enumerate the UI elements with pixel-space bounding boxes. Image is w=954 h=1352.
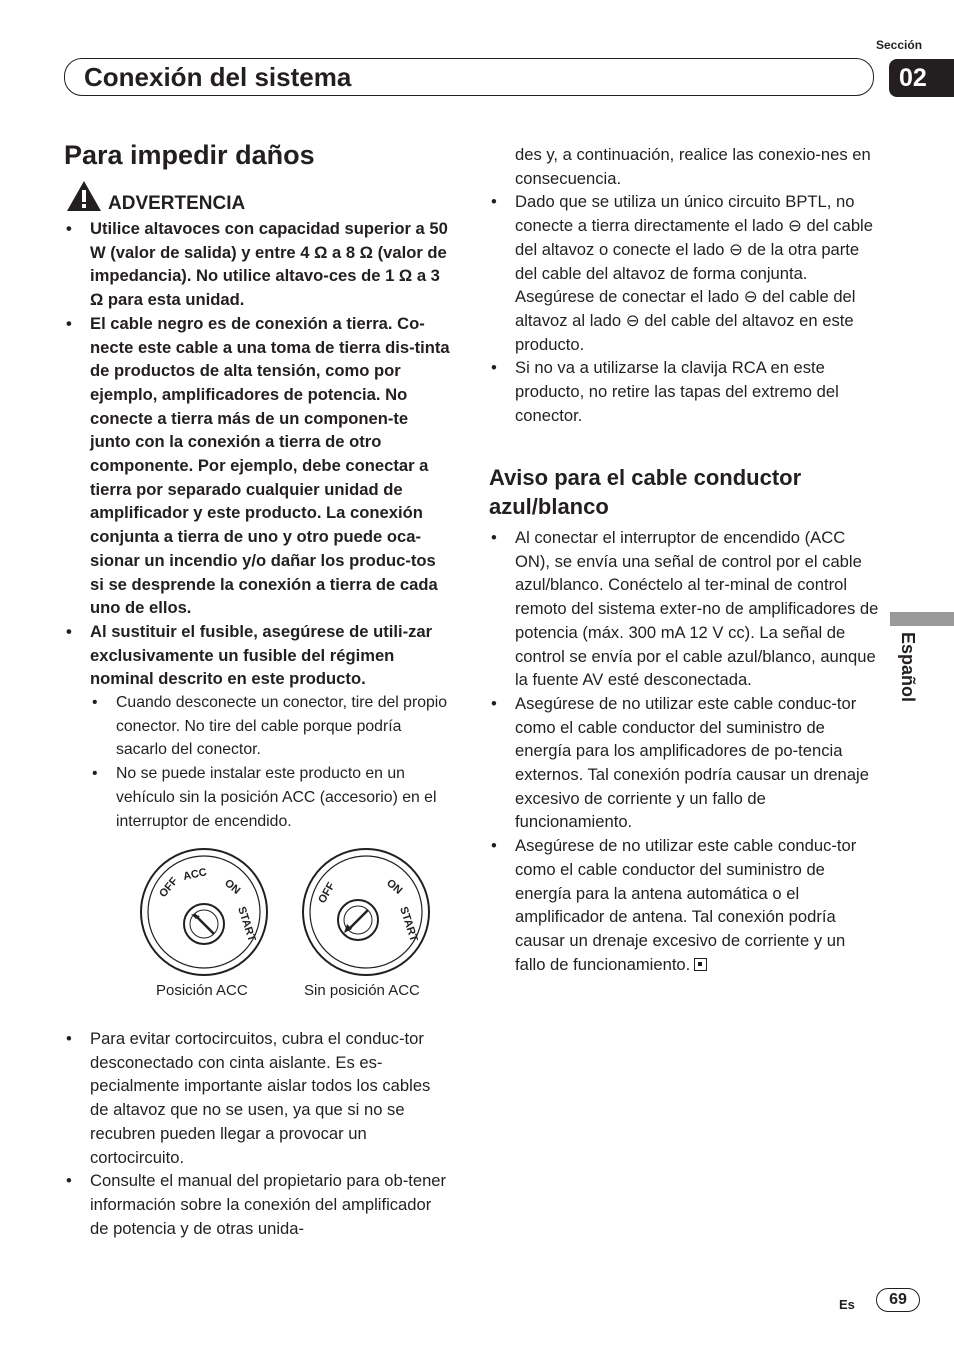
warning-icon [66,180,102,212]
language-label: Español [898,632,918,703]
dial1-off-label: OFF [157,875,181,900]
section-number-badge: 02 [889,59,954,97]
language-tab [890,612,954,626]
dial1-acc-label: ACC [182,866,208,883]
dial2-on-label: ON [384,877,405,897]
dial1-caption: Posición ACC [156,982,248,999]
dial1-start-label: START [235,905,258,944]
ignition-dial-acc [138,846,270,978]
list-item: • Asegúrese de no utilizar este cable conduc-tor como el cable conductor del suministro de energía para los amplificadores de po-tencia externos. Tal conexión podría causar un drenaje excesivo de corriente y un fallo de funcionamiento. [515,692,880,834]
list-item [515,834,880,976]
right-list [515,526,880,976]
list-item: • Al conectar el interruptor de encendido (ACC ON), se envía una señal de control por el cable azul/blanco. Conéctelo al ter-minal de control remoto del sistema exter-no de amplificadores de potencia (máx. 300 mA 12 V cc). La señal de control se envía por el cable azul/blanco, aunque la fuente AV esté desconectada. [515,526,880,692]
page-title: Conexión del sistema [84,62,352,92]
warning-title: ADVERTENCIA [108,193,246,214]
section-label: Sección [876,38,923,52]
page-number: 69 [876,1288,920,1312]
dial1-on-label: ON [222,877,243,897]
subsection-heading: Aviso para el cable conductor azul/blanco [489,465,802,519]
section-heading: Para impedir daños [64,140,315,170]
right-top-block [515,143,880,427]
list-item: • Para evitar cortocircuitos, cubra el conduc-tor desconectado con cinta aislante. Es es-pecialmente importante aislar todos los cables de altavoz que no se usen, ya que si no se recubren pueden llegar a provocar un cortocircuito. [90,1027,452,1169]
list-item-text: Asegúrese de no utilizar este cable conduc-tor como el cable conductor del suministro de energía para la antena automática o el amplificador de antena. Tal conexión podría causar un drenaje excesivo de corriente y un fallo de funcionamiento. [515,836,857,974]
list-item: • Dado que se utiliza un único circuito BPTL, no conecte a tierra directamente el lado ⊖ del cable del altavoz o conecte el lado ⊖ de la otra parte del cable del altavoz de forma conjunta. Asegúrese de conectar el lado ⊖ del cable del altavoz al lado ⊖ del cable del altavoz en este producto. [515,190,880,356]
list-item: • Consulte el manual del propietario para ob-tener información sobre la conexión del amplificador de potencia y de otras unida- [90,1169,452,1240]
end-mark-icon [694,958,707,971]
warning-item: • Utilice altavoces con capacidad superior a 50 W (valor de salida) y entre 4 Ω a 8 Ω (valor de impedancia). No utilice altavo-ces de 1 Ω a 3 Ω para esta unidad. [90,217,452,312]
continuation-text: des y, a continuación, realice las conexio-nes en consecuencia. [515,145,871,188]
warning-item: • Al sustituir el fusible, asegúrese de utili-zar exclusivamente un fusible del régimen nominal descrito en este producto. [90,620,452,691]
sub-item: • Cuando desconecte un conector, tire del propio conector. No tire del cable porque podría sacarlo del conector. [116,691,454,762]
sub-list [116,691,454,833]
list-item: • Si no va a utilizarse la clavija RCA en este producto, no retire las tapas del extremo del conector. [515,356,880,427]
language-code: Es [839,1297,855,1312]
sub-item: • No se puede instalar este producto en un vehículo sin la posición ACC (accesorio) en el interruptor de encendido. [116,762,454,833]
left-bottom-list [90,1027,452,1240]
ignition-dial-no-acc [300,846,432,978]
warning-list [90,217,452,691]
warning-item: • El cable negro es de conexión a tierra. Co-necte este cable a una toma de tierra dis-tinta de productos de alta tensión, como por ejemplo, amplificadores de potencia. No conecte a tierra más de un componen-te junto con la conexión a tierra de otro componente. Por ejemplo, debe conectar a tierra por separado cualquier unidad de amplificador y este producto. La conexión conjunta a tierra de uno y otro puede oca-sionar un incendio y/o dañar los produc-tos si se desprende la conexión a tierra de cada uno de ellos. [90,312,452,620]
dial2-caption: Sin posición ACC [304,982,420,999]
dial2-off-label: OFF [316,880,338,906]
dial2-start-label: START [397,905,420,944]
